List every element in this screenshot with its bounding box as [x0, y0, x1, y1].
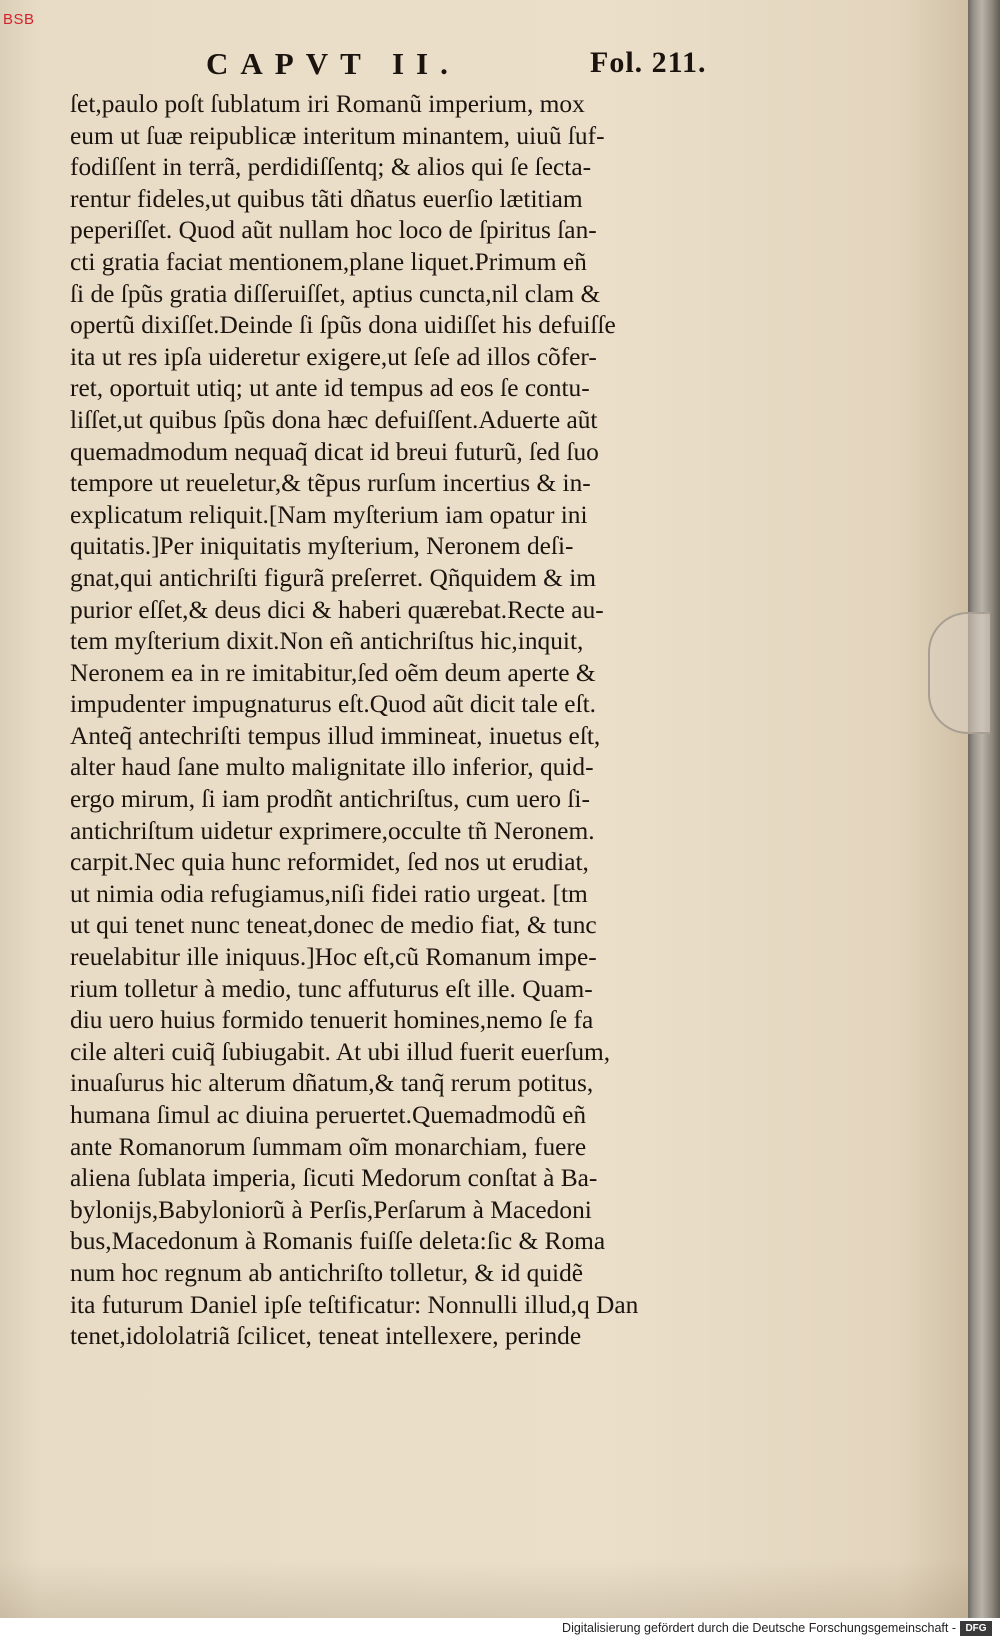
text-line: antichriſtum uidetur exprimere,occulte tñ Neronem.: [70, 816, 595, 845]
text-line: cti gratia faciat mentionem,plane liquet.Primum eñ: [70, 247, 587, 276]
text-line: inuaſurus hic alterum dñatum,& tanq̃ rerum potitus,: [70, 1069, 594, 1098]
text-line: ita futurum Daniel ipſe teſtificatur: Nonnulli illud,q Dan: [70, 1290, 639, 1319]
page-bottom-shadow: [0, 1560, 968, 1618]
text-line: fodiſſent in terrã, perdidiſſentq; & alios qui ſe ſecta-: [70, 153, 592, 182]
text-line: opertũ dixiſſet.Deinde ſi ſpũs dona uidiſſet his defuiſſe: [70, 311, 616, 340]
bsb-watermark: BSB: [3, 11, 35, 28]
dfg-logo-icon: DFG: [960, 1621, 992, 1636]
text-line: cile alteri cuiq̃ ſubiugabit. At ubi illud fuerit euerſum,: [70, 1037, 611, 1066]
page-tab-mark: [928, 612, 990, 734]
text-line: explicatum reliquit.[Nam myſterium iam opatur ini: [70, 500, 588, 529]
text-line: bus,Macedonum à Romanis fuiſſe deleta:ſic & Roma: [70, 1227, 606, 1256]
body-text: [70, 89, 870, 1353]
text-line: bylonijs,Babyloniorũ à Perſis,Perſarum à Macedoni: [70, 1195, 592, 1224]
text-line: purior eſſet,& deus dici & haberi quærebat.Recte au-: [70, 595, 604, 624]
footer: [0, 1618, 1000, 1641]
text-line: ret, oportuit utiq; ut ante id tempus ad eos ſe contu-: [70, 374, 590, 403]
page-edge: [968, 0, 1000, 1618]
text-line: ſi de ſpũs gratia diſſeruiſſet, aptius cuncta,nil clam &: [70, 279, 601, 308]
text-line: peperiſſet. Quod aũt nullam hoc loco de ſpiritus ſan-: [70, 216, 597, 245]
text-line: quemadmodum nequaq̃ dicat id breui futurũ, ſed ſuo: [70, 437, 599, 466]
text-line: humana ſimul ac diuina peruertet.Quemadmodũ eñ: [70, 1101, 587, 1129]
text-line: rentur fideles,ut quibus tãti dñatus euerſio lætitiam: [70, 184, 583, 213]
text-line: impudenter impugnaturus eſt.Quod aũt dicit tale eſt.: [70, 690, 597, 719]
text-line: Anteq̃ antechriſti tempus illud immineat, inuetus eſt,: [70, 721, 601, 750]
text-line: gnat,qui antichriſti figurã preſerret. Qñquidem & im: [70, 563, 597, 592]
running-head: CAPVT II.: [206, 46, 460, 81]
text-line: num hoc regnum ab antichriſto tolletur, & id quidẽ: [70, 1258, 584, 1287]
text-line: ut qui tenet nunc teneat,donec de medio fiat, & tunc: [70, 911, 597, 940]
text-line: tenet,idololatriã ſcilicet, teneat intellexere, perinde: [70, 1322, 582, 1351]
text-line: tempore ut reueletur,& tẽpus rurſum incertius & in-: [70, 469, 591, 498]
text-line: liſſet,ut quibus ſpũs dona hæc defuiſſent.Aduerte aũt: [70, 405, 598, 434]
text-line: ut nimia odia refugiamus,niſi fidei ratio urgeat. [tm: [70, 879, 588, 908]
text-line: alter haud ſane multo malignitate illo inferior, quid-: [70, 753, 594, 782]
folio-number: Fol. 211.: [590, 46, 707, 79]
text-line: rium tolletur à medio, tunc affuturus eſt ille. Quam-: [70, 974, 593, 1003]
text-line: aliena ſublata imperia, ſicuti Medorum conſtat à Ba-: [70, 1164, 598, 1193]
text-line: tem myſterium dixit.Non eñ antichriſtus hic,inquit,: [70, 627, 584, 656]
text-line: ergo mirum, ſi iam prodñt antichriſtus, cum uero ſi-: [70, 785, 590, 814]
text-line: eum ut ſuæ reipublicæ interitum minantem, uiuũ ſuf-: [70, 121, 605, 150]
text-line: ante Romanorum ſummam oĩm monarchiam, fuere: [70, 1132, 587, 1161]
funding-credit: Digitalisierung gefördert durch die Deutsche Forschungsgemeinschaft -: [562, 1621, 956, 1635]
text-line: carpit.Nec quia hunc reformidet, ſed nos ut erudiat,: [70, 848, 589, 877]
text-line: Neronem ea in re imitabitur,ſed oẽm deum aperte &: [70, 658, 596, 687]
text-line: quitatis.]Per iniquitatis myſterium, Neronem deſi-: [70, 532, 574, 561]
text-line: ita ut res ipſa uideretur exigere,ut ſeſe ad illos cõfer-: [70, 342, 597, 371]
text-line: ſet,paulo poſt ſublatum iri Romanũ imperium, mox: [70, 90, 585, 118]
text-line: reuelabitur ille iniquus.]Hoc eſt,cũ Romanum impe-: [70, 943, 597, 972]
page-header: [0, 46, 968, 86]
text-line: diu uero huius formido tenuerit homines,nemo ſe fa: [70, 1006, 594, 1035]
